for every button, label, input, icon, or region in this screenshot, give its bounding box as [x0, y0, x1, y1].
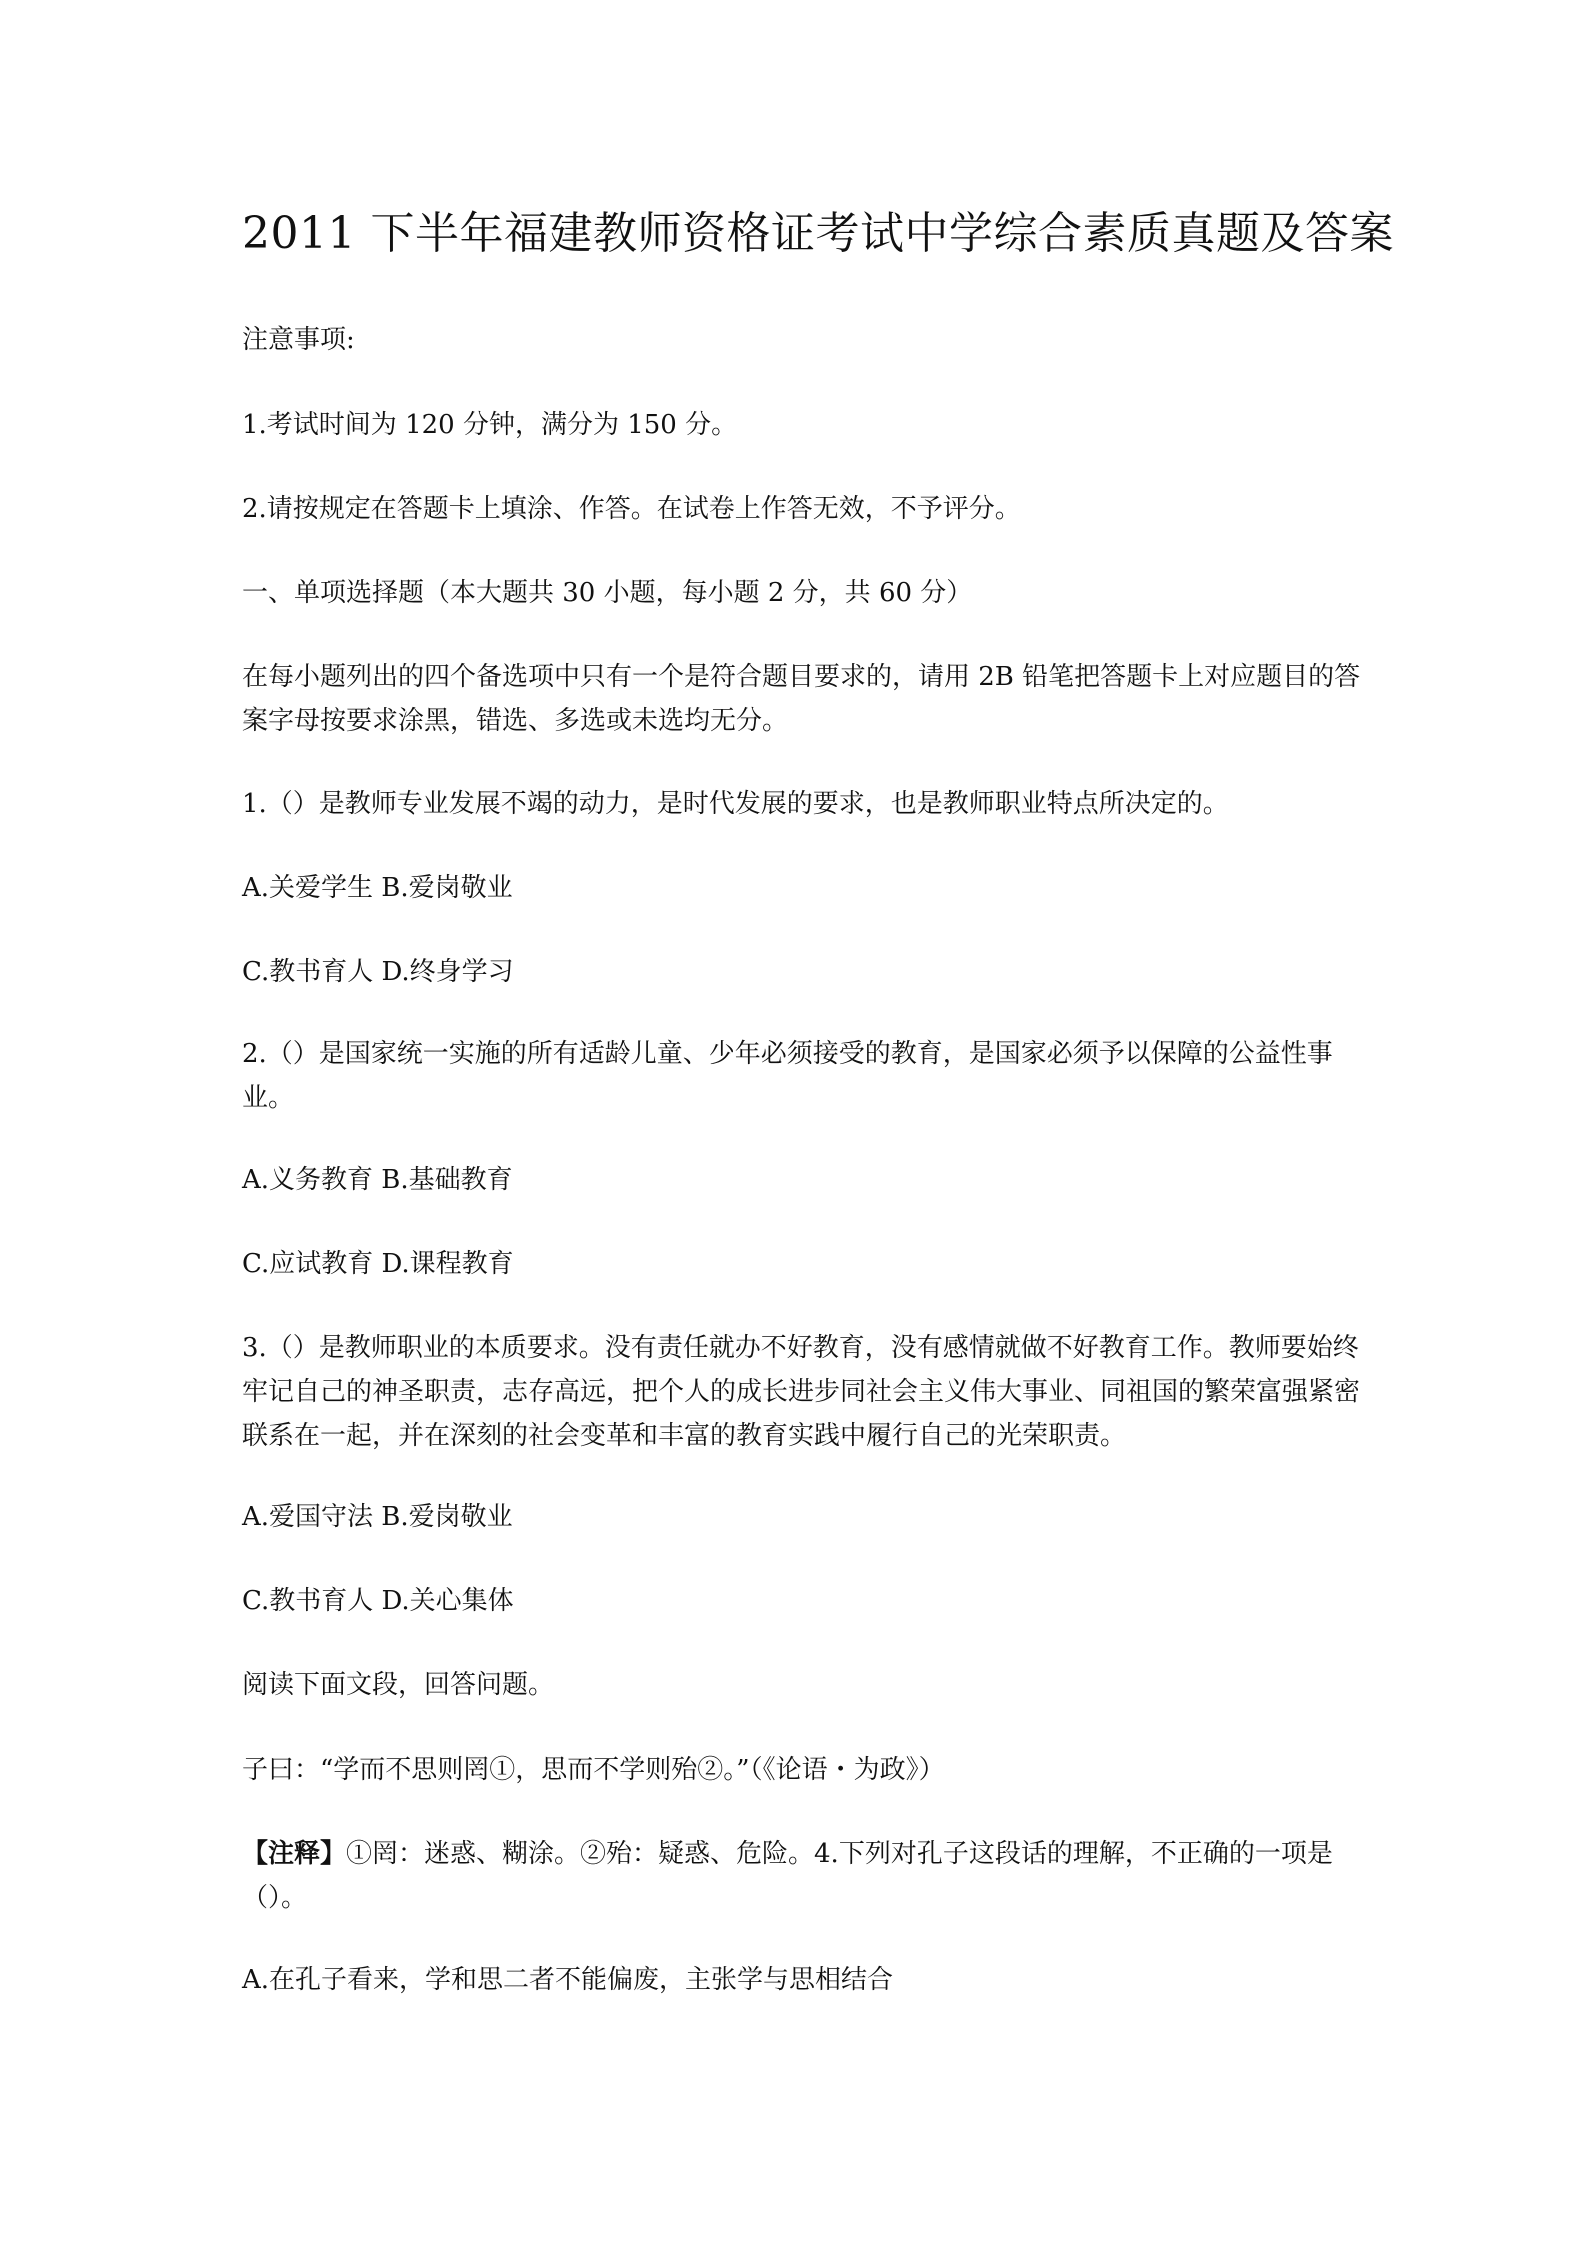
question-2-stem: 2.（）是国家统一实施的所有适龄儿童、少年必须接受的教育，是国家必须予以保障的公益性事业。 — [242, 1039, 1333, 1113]
document-title: 2011 下半年福建教师资格证考试中学综合素质真题及答案 — [242, 208, 1394, 259]
question-2-options-ab: A.义务教育 B.基础教育 — [242, 1165, 513, 1195]
notice-item-1: 1.考试时间为 120 分钟，满分为 150 分。 — [242, 410, 738, 440]
question-1-options-ab: A.关爱学生 B.爱岗敬业 — [242, 873, 513, 903]
section-instruction: 在每小题列出的四个备选项中只有一个是符合题目要求的，请用 2B 铅笔把答题卡上对应题目的答案字母按要求涂黑，错选、多选或未选均无分。 — [242, 662, 1361, 736]
question-4-option-a: A.在孔子看来，学和思二者不能偏废，主张学与思相结合 — [242, 1965, 894, 1995]
question-3-stem: 3.（）是教师职业的本质要求。没有责任就办不好教育，没有感情就做不好教育工作。教师要始终牢记自己的神圣职责，志存高远，把个人的成长进步同社会主义伟大事业、同祖国的繁荣富强紧密联系在一起，并在深刻的社会变革和丰富的教育实践中履行自己的光荣职责。 — [242, 1333, 1361, 1451]
annotation-label: 【注释】 — [242, 1839, 347, 1869]
analects-quote: 子曰：“学而不思则罔①，思而不学则殆②。”（《论语・为政》） — [242, 1755, 945, 1785]
reading-intro: 阅读下面文段，回答问题。 — [242, 1670, 555, 1700]
notice-heading: 注意事项: — [242, 325, 355, 355]
question-1-stem: 1.（）是教师专业发展不竭的动力，是时代发展的要求，也是教师职业特点所决定的。 — [242, 789, 1229, 819]
notice-item-2: 2.请按规定在答题卡上填涂、作答。在试卷上作答无效，不予评分。 — [242, 494, 1021, 524]
question-2-options-cd: C.应试教育 D.课程教育 — [242, 1249, 514, 1279]
annotation-and-question-4 — [242, 1832, 1362, 1920]
question-3-options-ab: A.爱国守法 B.爱岗敬业 — [242, 1502, 513, 1532]
question-3-options-cd: C.教书育人 D.关心集体 — [242, 1586, 514, 1616]
annotation-text: ①罔：迷惑、糊涂。②殆：疑惑、危险。4.下列对孔子这段话的理解，不正确的一项是（）。 — [242, 1839, 1333, 1913]
question-1-options-cd: C.教书育人 D.终身学习 — [242, 957, 514, 987]
section-heading: 一、单项选择题（本大题共 30 小题，每小题 2 分，共 60 分） — [242, 578, 973, 608]
